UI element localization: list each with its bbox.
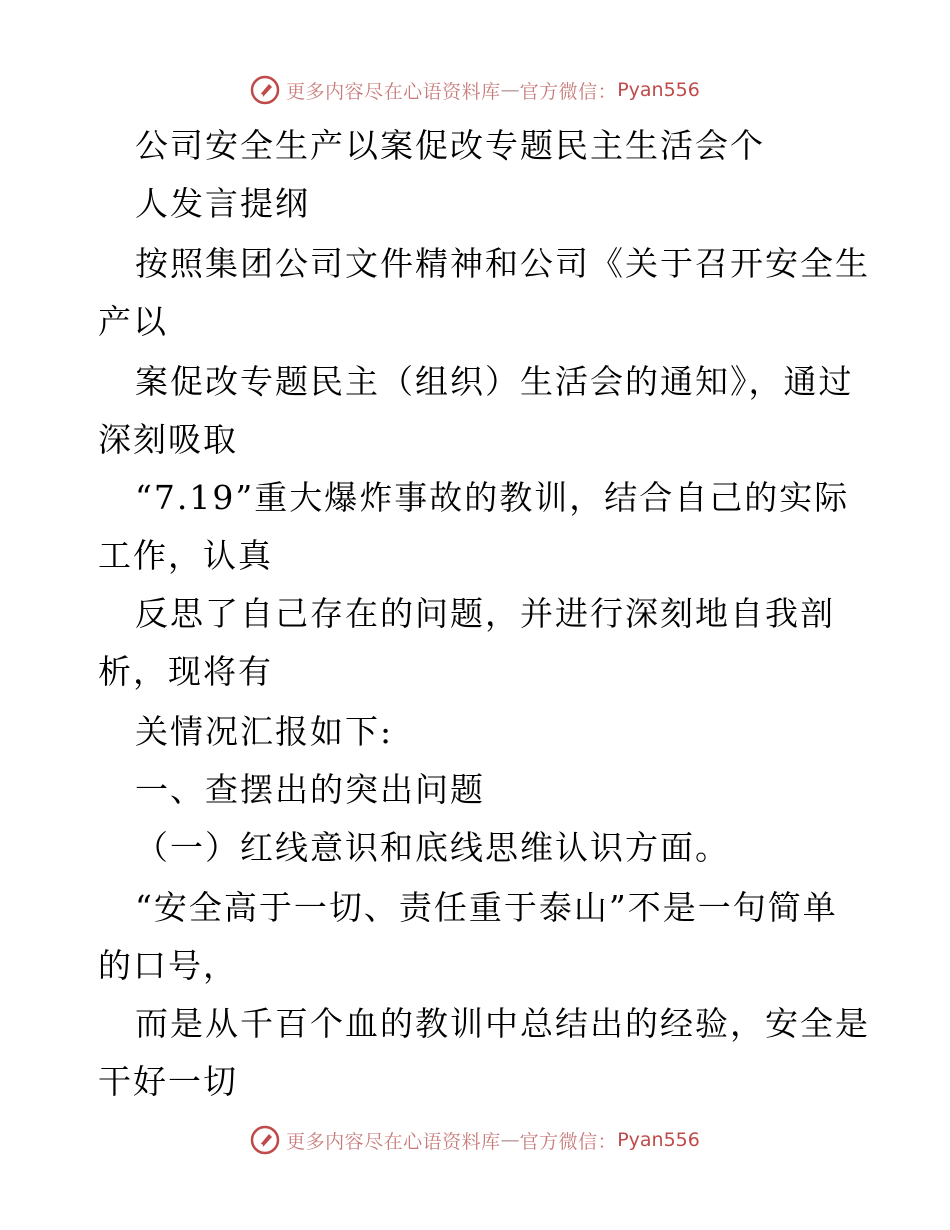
watermark-account: Pyan556 xyxy=(617,1129,700,1151)
paragraph-line: 深刻吸取 xyxy=(98,420,238,459)
header-watermark xyxy=(0,70,950,110)
paragraph-line: 按照集团公司文件精神和公司《关于召开安全生 xyxy=(135,244,870,283)
paragraph-line: 的口号， xyxy=(98,946,238,985)
doc-title-line-1: 公司安全生产以案促改专题民主生活会个 xyxy=(135,126,765,165)
watermark-text: 更多内容尽在心语资料库 xyxy=(286,80,501,103)
section-heading: 一、查摆出的突出问题 xyxy=(135,770,485,809)
pen-nib-icon xyxy=(250,1125,280,1155)
watermark-separator: — xyxy=(500,1129,520,1151)
watermark-account: Pyan556 xyxy=(617,79,700,101)
paragraph-line: “7.19”重大爆炸事故的教训，结合自己的实际 xyxy=(135,478,850,517)
paragraph-line: “安全高于一切、责任重于泰山”不是一句简单 xyxy=(135,888,838,927)
paragraph-line: 析，现将有 xyxy=(98,652,273,691)
paragraph-line: 关情况汇报如下: xyxy=(135,712,394,751)
watermark-separator: — xyxy=(500,79,520,101)
paragraph-line: 而是从千百个血的教训中总结出的经验，安全是 xyxy=(135,1004,870,1043)
paragraph-line: 工作，认真 xyxy=(98,536,273,575)
paragraph-line: 产以 xyxy=(98,302,168,341)
doc-title-line-2: 人发言提纲 xyxy=(135,184,310,223)
paragraph-line: 案促改专题民主（组织）生活会的通知》，通过 xyxy=(135,362,854,401)
watermark-text: 更多内容尽在心语资料库 xyxy=(286,1130,501,1153)
paragraph-line: 反思了自己存在的问题，并进行深刻地自我剖 xyxy=(135,594,835,633)
subsection-heading: （一）红线意识和底线思维认识方面。 xyxy=(135,828,730,867)
watermark-label: 官方微信： xyxy=(519,80,618,103)
footer-watermark xyxy=(0,1120,950,1160)
pen-nib-icon xyxy=(250,75,280,105)
paragraph-line: 干好一切 xyxy=(98,1062,238,1101)
watermark-label: 官方微信： xyxy=(519,1130,618,1153)
